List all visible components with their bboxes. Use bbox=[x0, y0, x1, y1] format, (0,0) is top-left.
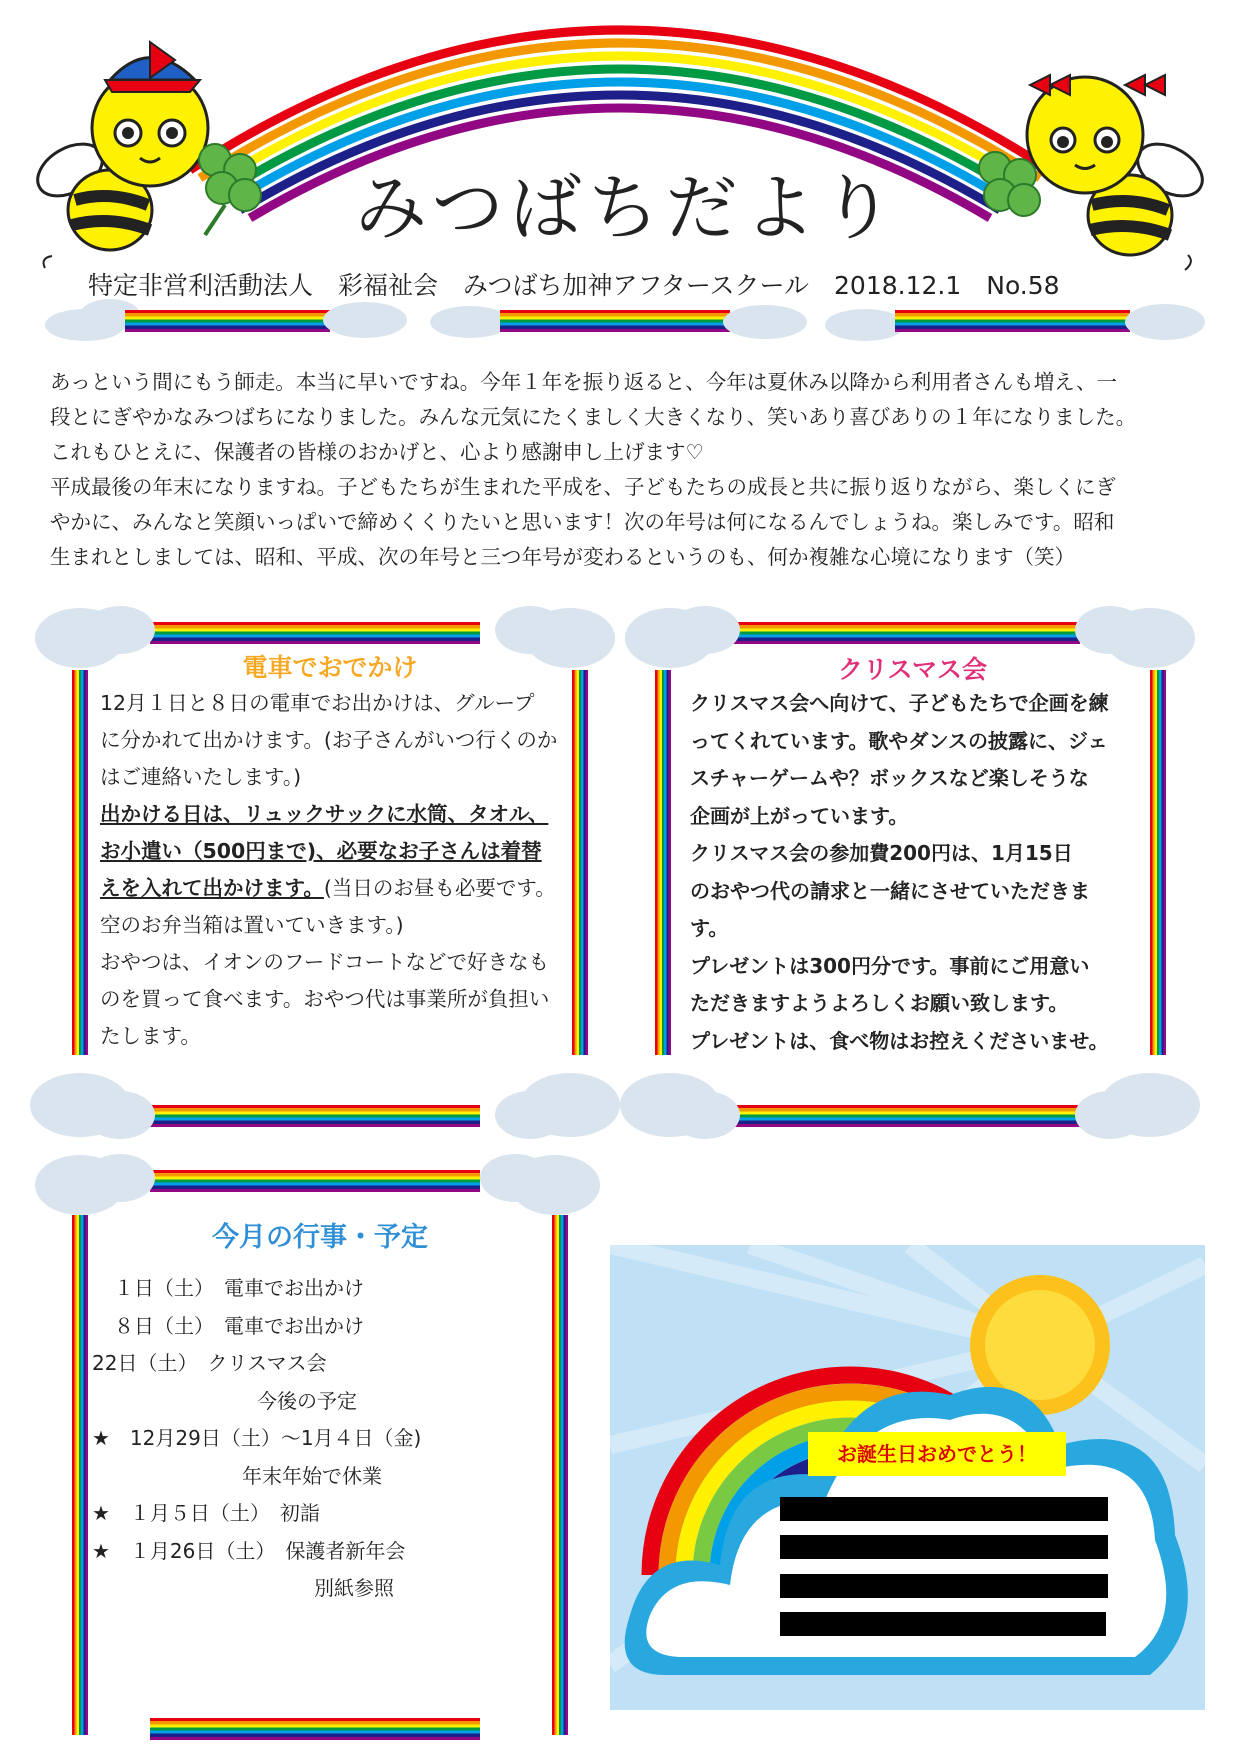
xmas-line: スチャーゲームや？ボックスなど楽しそうな bbox=[690, 766, 1089, 790]
schedule-note: 年末年始で休業 bbox=[242, 1463, 382, 1488]
train-line: はご連絡いたします。) bbox=[100, 765, 302, 789]
xmas-line: クリスマス会の参加費200円は、1月15日 bbox=[690, 841, 1073, 865]
intro-line: あっという間にもう師走。本当に早いですね。今年１年を振り返ると、今年は夏休み以降から利用者さんも増え、一 bbox=[50, 370, 1118, 394]
schedule-note: 別紙参照 bbox=[314, 1576, 394, 1600]
train-line: 12月１日と８日の電車でお出かけは、グループ bbox=[100, 691, 535, 715]
train-line: に分かれて出かけます。(お子さんがいつ行くのか bbox=[100, 728, 558, 752]
birthday-illustration bbox=[610, 1245, 1205, 1710]
xmas-line: プレゼントは、食べ物はお控えくださいませ。 bbox=[690, 1028, 1109, 1053]
train-title: 電車でおでかけ bbox=[242, 653, 418, 682]
schedule-item: ★ １月５日（土） 初詣 bbox=[92, 1501, 320, 1525]
schedule-item: ★ １月26日（土） 保護者新年会 bbox=[92, 1538, 406, 1563]
schedule-title: 今月の行事・予定 bbox=[212, 1222, 428, 1253]
xmas-line: クリスマス会へ向けて、子どもたちで企画を練 bbox=[690, 691, 1109, 715]
schedule-subheading: 今後の予定 bbox=[257, 1388, 357, 1413]
intro-line: 生まれとしましては、昭和、平成、次の年号と三つ年号が変わるというのも、何か複雑な心境になります（笑） bbox=[50, 545, 1075, 569]
page-subtitle: 特定非営利活動法人 彩福祉会 みつばち加神アフタースクール 2018.12.1 No.58 bbox=[88, 271, 1060, 300]
intro-line: 平成最後の年末になりますね。子どもたちが生まれた平成を、子どもたちの成長と共に振り返りながら、楽しくにぎ bbox=[50, 475, 1116, 499]
train-line: (当日のお昼も必要です。 bbox=[323, 876, 556, 900]
intro-line: 段とにぎやかなみつばちになりました。みんな元気にたくましく大きくなり、笑いあり喜びありの１年になりました。 bbox=[50, 405, 1137, 429]
xmas-line: ただきますようよろしくお願い致します。 bbox=[690, 991, 1069, 1015]
train-line: たします。 bbox=[100, 1024, 201, 1048]
train-line: 空のお弁当箱は置いていきます。) bbox=[100, 913, 404, 937]
train-line-underlined: お小遣い（500円まで)、必要なお子さんは着替 bbox=[100, 839, 542, 863]
train-line: のを買って食べます。おやつ代は事業所が負担い bbox=[100, 987, 550, 1011]
intro-paragraph bbox=[50, 365, 1200, 575]
train-body bbox=[100, 685, 570, 1055]
train-line-underlined: えを入れて出かけます。 bbox=[100, 876, 324, 900]
page-title: みつばちだより bbox=[355, 166, 900, 250]
xmas-body bbox=[690, 685, 1150, 1060]
divider-clouds bbox=[45, 299, 1205, 341]
schedule-item: １日（土） 電車でお出かけ bbox=[114, 1276, 364, 1300]
xmas-line: のおやつ代の請求と一緒にさせていただきま bbox=[690, 878, 1090, 903]
schedule-item: ８日（土） 電車でお出かけ bbox=[114, 1313, 364, 1338]
schedule-item: 22日（土） クリスマス会 bbox=[92, 1351, 327, 1375]
xmas-line: プレゼントは300円分です。事前にご用意い bbox=[690, 953, 1090, 978]
xmas-line: す。 bbox=[690, 916, 729, 940]
train-line: おやつは、イオンのフードコートなどで好きなも bbox=[100, 950, 549, 974]
redacted-name bbox=[780, 1497, 1108, 1521]
redacted-name bbox=[780, 1574, 1108, 1598]
intro-line: これもひとえに、保護者の皆様のおかげと、心より感謝申し上げます♡ bbox=[50, 440, 704, 464]
schedule-list bbox=[92, 1270, 552, 1608]
schedule-item: ★ 12月29日（土）～1月４日（金) bbox=[92, 1426, 422, 1450]
train-line-underlined: 出かける日は、リュックサックに水筒、タオル、 bbox=[100, 802, 549, 826]
redacted-name bbox=[780, 1612, 1106, 1636]
xmas-line: ってくれています。歌やダンスの披露に、ジェ bbox=[690, 728, 1108, 753]
intro-line: やかに、みんなと笑顔いっぱいで締めくくりたいと思います！次の年号は何になるんでしょうね。楽しみです。昭和 bbox=[50, 510, 1115, 534]
redacted-name bbox=[780, 1535, 1108, 1559]
xmas-title: クリスマス会 bbox=[837, 655, 987, 684]
bee-with-cap-icon bbox=[29, 42, 208, 250]
bee-with-bows-icon bbox=[1027, 75, 1211, 255]
xmas-line: 企画が上がっています。 bbox=[690, 803, 909, 828]
birthday-label: お誕生日おめでとう！ bbox=[808, 1432, 1066, 1476]
